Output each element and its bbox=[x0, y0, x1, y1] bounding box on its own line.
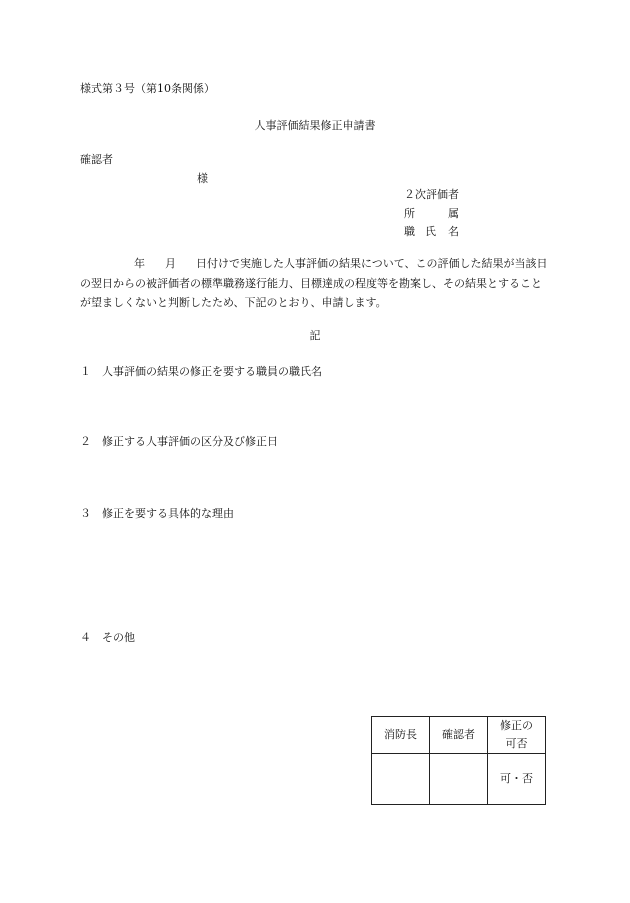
job-name-label-left: 職 bbox=[404, 225, 415, 238]
application-body bbox=[80, 254, 552, 313]
item-text: 人事評価の結果の修正を要する職員の職氏名 bbox=[102, 365, 322, 378]
item-text: 修正する人事評価の区分及び修正日 bbox=[102, 435, 278, 448]
fire-chief-seal-cell[interactable] bbox=[372, 754, 430, 805]
fire-chief-header: 消防長 bbox=[372, 717, 430, 754]
form-number: 様式第３号（第10条関係） bbox=[80, 82, 215, 95]
item-number: ３ bbox=[80, 507, 91, 520]
confirmer-header: 確認者 bbox=[430, 717, 488, 754]
item-text: 修正を要する具体的な理由 bbox=[102, 507, 234, 520]
addressee-label: 確認者 bbox=[80, 153, 113, 166]
department-label-left: 所 bbox=[404, 207, 415, 220]
list-item bbox=[80, 632, 135, 643]
confirmer-seal-cell[interactable] bbox=[430, 754, 488, 805]
list-item bbox=[80, 366, 322, 377]
correction-approval-header bbox=[488, 717, 546, 754]
approval-result-cell[interactable]: 可・否 bbox=[488, 754, 546, 805]
job-name-label-right: 名 bbox=[448, 225, 459, 238]
item-number: １ bbox=[80, 365, 91, 378]
approval-seal-row bbox=[372, 754, 546, 805]
job-name-label-middle: 氏 bbox=[425, 225, 436, 238]
ki-heading: 記 bbox=[309, 329, 321, 342]
department-label-right: 属 bbox=[448, 207, 459, 220]
document-title: 人事評価結果修正申請書 bbox=[254, 119, 376, 132]
year-label: 年 bbox=[134, 257, 145, 270]
correction-approval-line2: 可否 bbox=[505, 737, 528, 750]
approval-header-row bbox=[372, 717, 546, 754]
correction-approval-line1: 修正の bbox=[500, 719, 533, 732]
item-text: その他 bbox=[102, 631, 135, 644]
item-number: ４ bbox=[80, 631, 91, 644]
item-number: ２ bbox=[80, 435, 91, 448]
list-item bbox=[80, 436, 278, 447]
addressee-honorific: 様 bbox=[197, 172, 208, 185]
month-label: 月 bbox=[165, 257, 176, 270]
list-item bbox=[80, 508, 234, 519]
approval-table bbox=[371, 716, 546, 805]
applicant-role: ２次評価者 bbox=[404, 188, 459, 201]
body-text: 日付けで実施した人事評価の結果について、この評価した結果が当該日の翌日からの被評価者の標準職務遂行能力、目標達成の程度等を勘案し、その結果とすることが望ましくないと判断したため、下記のとおり、申請します。 bbox=[80, 257, 548, 309]
